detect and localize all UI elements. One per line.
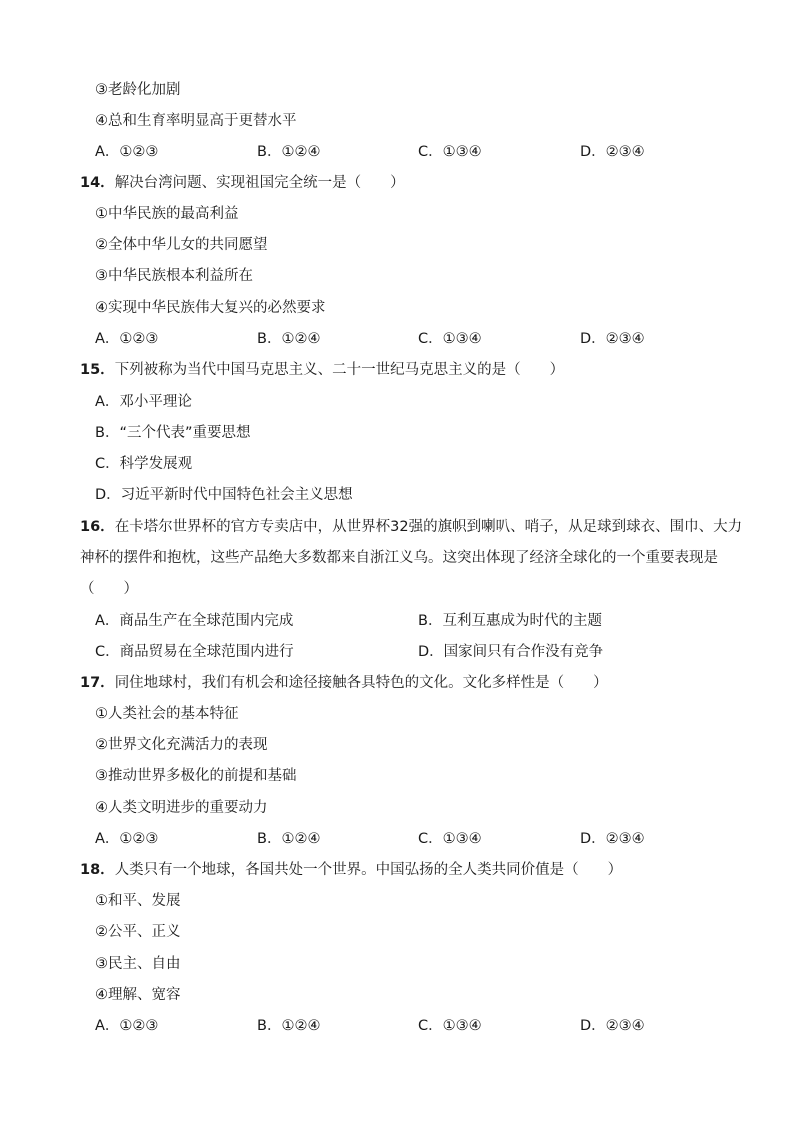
- q14-item-2: ②全体中华儿女的共同愿望: [95, 237, 268, 253]
- q16-stem-line-3: （ ）: [80, 581, 138, 597]
- q17-choice-d: D．②③④: [580, 831, 645, 847]
- q13-choice-d: D．②③④: [580, 144, 645, 160]
- q18-item-3: ③民主、自由: [95, 956, 181, 972]
- q14-item-1: ①中华民族的最高利益: [95, 206, 239, 222]
- q18-text: 人类只有一个地球，各国共处一个世界。中国弘扬的全人类共同价值是（ ）: [114, 862, 623, 878]
- q18-choice-b: B．①②④: [257, 1018, 321, 1034]
- q14-item-3: ③中华民族根本利益所在: [95, 268, 253, 284]
- q14-choice-b: B．①②④: [257, 331, 321, 347]
- q15-option-d: D．习近平新时代中国特色社会主义思想: [95, 487, 353, 503]
- q15-number: 15．: [80, 362, 115, 378]
- q14-text: 解决台湾问题、实现祖国完全统一是（ ）: [114, 175, 405, 191]
- q15-stem: [80, 360, 564, 380]
- q18-choice-a: A．①②③: [95, 1018, 159, 1034]
- q18-choice-d: D．②③④: [580, 1018, 645, 1034]
- q14-number: 14．: [80, 175, 115, 191]
- q18-stem: [80, 860, 622, 880]
- q17-choice-a: A．①②③: [95, 831, 159, 847]
- q16-stem-line-2: 神杯的摆件和抱枕，这些产品绝大多数都来自浙江义乌。这突出体现了经济全球化的一个重要表现是: [80, 550, 718, 566]
- q14-stem: [80, 173, 405, 193]
- q17-item-3: ③推动世界多极化的前提和基础: [95, 768, 297, 784]
- q16-option-d: D．国家间只有合作没有竞争: [418, 644, 604, 660]
- q14-choice-d: D．②③④: [580, 331, 645, 347]
- q18-item-1: ①和平、发展: [95, 893, 181, 909]
- q18-item-2: ②公平、正义: [95, 924, 181, 940]
- q13-choice-a: A．①②③: [95, 144, 159, 160]
- q17-stem: [80, 673, 608, 693]
- q17-item-4: ④人类文明进步的重要动力: [95, 800, 268, 816]
- q13-choice-c: C．①③④: [418, 144, 482, 160]
- q14-choice-a: A．①②③: [95, 331, 159, 347]
- q16-option-c: C．商品贸易在全球范围内进行: [95, 644, 294, 660]
- q17-choice-c: C．①③④: [418, 831, 482, 847]
- q14-item-4: ④实现中华民族伟大复兴的必然要求: [95, 300, 326, 316]
- q13-item-3: ③老龄化加剧: [95, 82, 181, 98]
- q17-choice-b: B．①②④: [257, 831, 321, 847]
- q18-item-4: ④理解、宽容: [95, 987, 181, 1003]
- q15-text: 下列被称为当代中国马克思主义、二十一世纪马克思主义的是（ ）: [114, 362, 565, 378]
- q15-option-b: B．“三个代表”重要思想: [95, 425, 251, 441]
- q17-item-1: ①人类社会的基本特征: [95, 706, 239, 722]
- q15-option-a: A．邓小平理论: [95, 394, 192, 410]
- q18-number: 18．: [80, 862, 115, 878]
- q13-item-4: ④总和生育率明显高于更替水平: [95, 113, 297, 129]
- q16-stem-line-1: [80, 517, 742, 537]
- q17-number: 17．: [80, 675, 115, 691]
- q16-text-1: 在卡塔尔世界杯的官方专卖店中，从世界杯32强的旗帜到喇叭、哨子，从足球到球衣、围巾、大力: [114, 519, 743, 535]
- q17-item-2: ②世界文化充满活力的表现: [95, 737, 268, 753]
- q18-choice-c: C．①③④: [418, 1018, 482, 1034]
- q17-text: 同住地球村，我们有机会和途径接触各具特色的文化。文化多样性是（ ）: [114, 675, 608, 691]
- q15-option-c: C．科学发展观: [95, 456, 193, 472]
- q16-option-b: B．互利互惠成为时代的主题: [418, 613, 602, 629]
- q14-choice-c: C．①③④: [418, 331, 482, 347]
- q16-option-a: A．商品生产在全球范围内完成: [95, 613, 294, 629]
- q16-number: 16．: [80, 519, 115, 535]
- q13-choice-b: B．①②④: [257, 144, 321, 160]
